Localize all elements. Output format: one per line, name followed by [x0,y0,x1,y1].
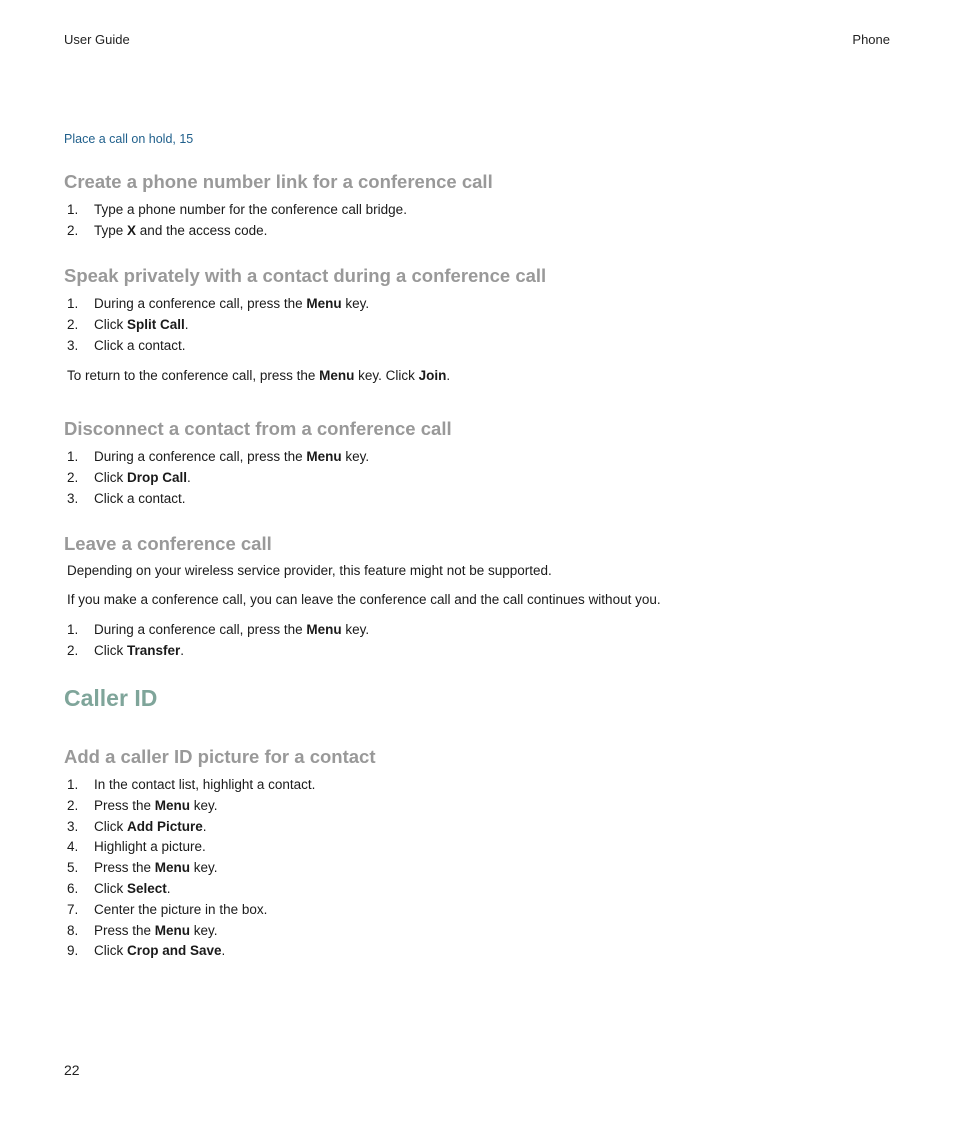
step-text-plain: During a conference call, press the [94,622,307,637]
step-text-plain: In the contact list, highlight a contact. [94,777,316,792]
step-command-bold: Menu [306,622,342,637]
step-text [94,200,407,221]
step-command-bold: Menu [154,797,191,813]
step-text-plain: Click [94,469,127,485]
step-text [94,837,206,858]
step-text [94,796,218,817]
step-text-plain: Click a contact. [94,490,186,506]
step-number: 4. [67,839,79,855]
step-text-plain: . [184,316,189,332]
step-command-bold: Menu [306,449,342,464]
note-return-to-call [67,368,450,383]
running-header-right: Phone [852,32,890,47]
step-number: 2. [67,797,79,813]
step-command-bold: Select [127,880,167,896]
step-text [94,294,369,315]
step-number: 8. [67,922,79,938]
note-menu-key: Menu [319,368,355,383]
step-text [94,489,186,510]
step-text-plain: Highlight a picture. [94,839,206,855]
step-number: 2. [67,469,79,485]
step-text-plain: . [180,642,185,658]
step-text-plain: Press the [94,922,155,938]
section-heading-add-picture: Add a caller ID picture for a contact [64,746,376,767]
step-number: 1. [67,449,79,464]
step-text-plain: Click [94,880,127,896]
note-text: . [446,368,451,383]
step-text-plain: Press the [94,860,155,876]
note-text: To return to the conference call, press the [67,368,320,383]
step-text [94,817,207,838]
step-text-plain: key. [190,860,218,876]
step-text [94,900,267,921]
step-text [94,620,369,641]
step-text-plain: . [202,818,207,834]
step-text-plain: key. [190,797,218,813]
step-number: 7. [67,901,79,917]
step-number: 1. [67,202,79,217]
paragraph-leave-description: If you make a conference call, you can leave the conference call and the call continues without you. [67,592,661,607]
step-text-plain: key. [190,922,218,938]
chapter-heading-caller-id: Caller ID [64,685,158,711]
step-text-plain: Click [94,943,127,959]
step-text-plain: Click [94,818,127,834]
related-topic-link[interactable]: Place a call on hold, 15 [64,132,194,146]
note-text: key. Click [354,368,419,383]
step-text-plain: Press the [94,797,155,813]
step-text-plain: key. [341,449,370,464]
step-text [94,921,218,942]
step-command-bold: Add Picture [127,818,203,834]
paragraph-provider-note: Depending on your wireless service provider, this feature might not be supported. [67,563,552,578]
section-heading-disconnect: Disconnect a contact from a conference call [64,418,452,439]
step-command-bold: Drop Call [127,469,188,485]
step-text [94,468,191,489]
step-text-plain: Click [94,316,127,332]
step-text-plain: key. [341,622,370,637]
step-number: 9. [67,943,79,959]
step-text-plain: Center the picture in the box. [94,901,268,917]
step-command-bold: Transfer [127,642,181,658]
step-text [94,221,267,242]
step-text-plain: During a conference call, press the [94,296,307,311]
step-number: 3. [67,818,79,834]
step-number: 1. [67,296,79,311]
step-text [94,941,225,962]
step-number: 3. [67,490,79,506]
step-text [94,315,189,336]
step-text-plain: . [221,943,226,959]
step-number: 6. [67,880,79,896]
step-text [94,336,186,357]
page-number: 22 [64,1062,80,1078]
step-text-plain: Type a phone number for the conference call bridge. [94,202,407,217]
step-text-plain: key. [341,296,370,311]
step-number: 2. [67,642,79,658]
step-number: 3. [67,337,79,353]
step-text-plain: During a conference call, press the [94,449,307,464]
step-text [94,879,171,900]
step-text [94,641,184,662]
step-number: 2. [67,316,79,332]
step-text [94,447,369,468]
step-number: 5. [67,860,79,876]
step-command-bold: Crop and Save [127,943,222,959]
step-number: 1. [67,777,79,792]
step-number: 1. [67,622,79,637]
step-text-plain: . [166,880,171,896]
step-command-bold: Split Call [127,316,185,332]
section-heading-leave: Leave a conference call [64,533,272,554]
step-text-plain: Type [94,222,128,238]
step-command-bold: Menu [154,922,191,938]
note-join-command: Join [418,368,447,383]
step-text-plain: Click a contact. [94,337,186,353]
section-heading-speak-privately: Speak privately with a contact during a conference call [64,265,547,286]
step-command-bold: Menu [306,296,342,311]
step-text-plain: Click [94,642,127,658]
step-command-bold: Menu [154,860,191,876]
running-header-left: User Guide [64,32,130,47]
step-text-plain: . [187,469,191,485]
step-text [94,775,315,796]
step-text [94,858,218,879]
step-text-plain: and the access code. [136,222,268,238]
step-number: 2. [67,222,79,238]
section-heading-phone-link: Create a phone number link for a conference call [64,171,493,192]
step-command-bold: X [127,222,137,238]
